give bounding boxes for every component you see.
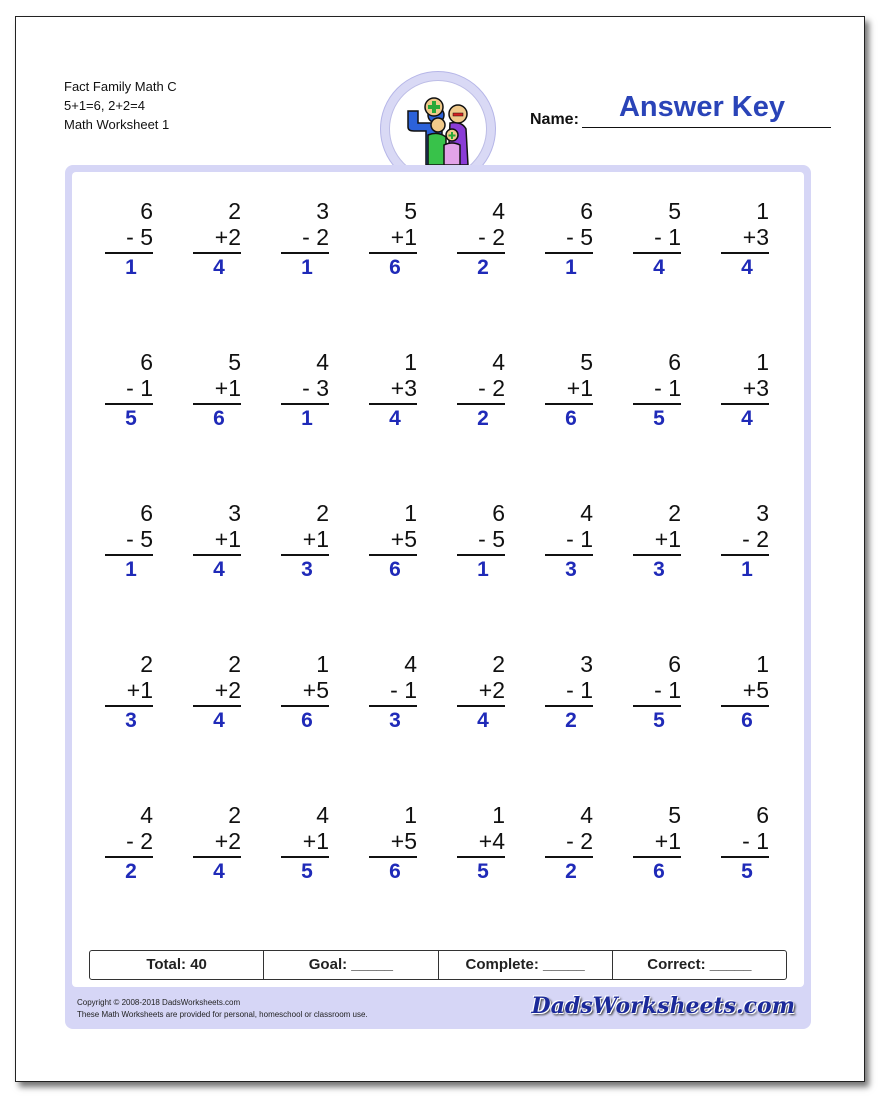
- problem: [285, 802, 329, 886]
- problem-answer: 4: [213, 860, 225, 883]
- problem-answer: 4: [213, 256, 225, 279]
- problem-top-number: 3: [580, 651, 593, 677]
- problem-answer: 3: [389, 709, 401, 732]
- problem-operation: - 1: [654, 375, 681, 401]
- problem-answer: 5: [301, 860, 313, 883]
- problem-operation: +1: [126, 677, 153, 703]
- problem-operation: - 2: [742, 526, 769, 552]
- problem-top-number: 1: [756, 349, 769, 375]
- problem-operation: - 1: [566, 526, 593, 552]
- problem-top-number: 1: [404, 349, 417, 375]
- problem: [373, 651, 417, 735]
- problem-operation: - 1: [126, 375, 153, 401]
- problem-top-number: 1: [404, 802, 417, 828]
- problem: [461, 651, 505, 735]
- problems-panel: [65, 165, 811, 1029]
- problem-operation: - 5: [126, 526, 153, 552]
- problem-top-number: 4: [580, 500, 593, 526]
- problem-top-number: 3: [316, 198, 329, 224]
- problem-operation: +1: [654, 526, 681, 552]
- problem-answer: 3: [125, 709, 137, 732]
- problem: [637, 198, 681, 282]
- problem-answer: 6: [301, 709, 313, 732]
- problem-top-number: 5: [668, 198, 681, 224]
- problem-operation: +2: [214, 828, 241, 854]
- problem-top-number: 3: [228, 500, 241, 526]
- problem: [725, 500, 769, 584]
- problem-top-number: 2: [228, 198, 241, 224]
- problem-operation: +5: [390, 526, 417, 552]
- problem-operation: - 1: [654, 224, 681, 250]
- copyright-notice: [77, 997, 368, 1021]
- total-cell: Total: 40: [90, 951, 264, 979]
- problem-operation: +1: [566, 375, 593, 401]
- problem-answer: 4: [213, 558, 225, 581]
- problem: [197, 198, 241, 282]
- problem: [549, 500, 593, 584]
- problem-operation: - 2: [478, 375, 505, 401]
- problem: [373, 198, 417, 282]
- problem: [725, 198, 769, 282]
- problem-operation: +2: [214, 224, 241, 250]
- problem: [461, 802, 505, 886]
- name-line: [582, 127, 831, 128]
- problem-answer: 6: [389, 860, 401, 883]
- problem: [109, 500, 153, 584]
- problem-operation: +2: [478, 677, 505, 703]
- problem-answer: 4: [653, 256, 665, 279]
- problem-answer: 1: [741, 558, 753, 581]
- problem-answer: 5: [653, 709, 665, 732]
- problem: [637, 802, 681, 886]
- problem-operation: - 2: [302, 224, 329, 250]
- complete-cell: Complete: _____: [439, 951, 613, 979]
- problem-top-number: 2: [228, 802, 241, 828]
- problem-operation: - 2: [566, 828, 593, 854]
- score-table: [89, 950, 787, 980]
- problem-operation: +3: [742, 375, 769, 401]
- problem-answer: 1: [477, 558, 489, 581]
- problem-top-number: 4: [404, 651, 417, 677]
- problem-operation: +3: [742, 224, 769, 250]
- problem-top-number: 5: [668, 802, 681, 828]
- problem-top-number: 6: [668, 651, 681, 677]
- problem-answer: 4: [477, 709, 489, 732]
- problem-operation: +5: [742, 677, 769, 703]
- problem-operation: - 1: [654, 677, 681, 703]
- problem-top-number: 4: [316, 349, 329, 375]
- problem-operation: +2: [214, 677, 241, 703]
- problem: [109, 198, 153, 282]
- correct-cell: Correct: _____: [647, 956, 752, 973]
- problem-answer: 4: [741, 407, 753, 430]
- problem-answer: 3: [565, 558, 577, 581]
- problem-answer: 6: [213, 407, 225, 430]
- problem-answer: 4: [741, 256, 753, 279]
- problem-operation: - 3: [302, 375, 329, 401]
- problem-operation: +5: [302, 677, 329, 703]
- problem-top-number: 5: [228, 349, 241, 375]
- problem: [637, 651, 681, 735]
- copyright-line: Copyright © 2008-2018 DadsWorksheets.com: [77, 998, 241, 1007]
- problem-operation: - 5: [478, 526, 505, 552]
- problem-operation: +1: [390, 224, 417, 250]
- problem-answer: 6: [565, 407, 577, 430]
- problem: [109, 802, 153, 886]
- problem: [461, 349, 505, 433]
- problem-top-number: 1: [404, 500, 417, 526]
- problem-top-number: 5: [404, 198, 417, 224]
- problem-answer: 4: [389, 407, 401, 430]
- problem-top-number: 2: [492, 651, 505, 677]
- problem-answer: 6: [389, 256, 401, 279]
- problem: [197, 802, 241, 886]
- problem-answer: 1: [301, 256, 313, 279]
- problem-top-number: 4: [492, 198, 505, 224]
- problem-top-number: 1: [492, 802, 505, 828]
- problem-operation: +1: [214, 375, 241, 401]
- problem-operation: - 5: [566, 224, 593, 250]
- problem-top-number: 6: [492, 500, 505, 526]
- worksheet-info: [64, 77, 177, 134]
- problem-top-number: 1: [756, 198, 769, 224]
- problem-top-number: 4: [492, 349, 505, 375]
- problem-top-number: 4: [140, 802, 153, 828]
- problem-top-number: 4: [316, 802, 329, 828]
- problem-top-number: 6: [580, 198, 593, 224]
- problem-top-number: 6: [140, 349, 153, 375]
- problem: [549, 651, 593, 735]
- worksheet-subtitle: 5+1=6, 2+2=4: [64, 98, 145, 113]
- problem-answer: 3: [653, 558, 665, 581]
- problem: [197, 349, 241, 433]
- problem-answer: 2: [125, 860, 137, 883]
- problem: [285, 198, 329, 282]
- problem-top-number: 6: [140, 198, 153, 224]
- problem: [373, 349, 417, 433]
- name-label: Name:: [530, 111, 579, 128]
- problem: [725, 349, 769, 433]
- problem-operation: - 2: [478, 224, 505, 250]
- problem: [725, 651, 769, 735]
- problem-operation: - 1: [742, 828, 769, 854]
- goal-cell: Goal: _____: [264, 951, 438, 979]
- problem-operation: +1: [302, 526, 329, 552]
- problem-answer: 5: [741, 860, 753, 883]
- fact-family-icon: [398, 89, 480, 171]
- problem-top-number: 1: [756, 651, 769, 677]
- problem-operation: - 2: [126, 828, 153, 854]
- problem: [197, 651, 241, 735]
- problem-top-number: 2: [140, 651, 153, 677]
- problem-answer: 6: [653, 860, 665, 883]
- problem-answer: 2: [565, 709, 577, 732]
- usage-line: These Math Worksheets are provided for personal, homeschool or classroom use.: [77, 1010, 368, 1019]
- problem: [373, 500, 417, 584]
- problem: [285, 349, 329, 433]
- problem-operation: +1: [302, 828, 329, 854]
- problem: [549, 802, 593, 886]
- worksheet-title: Fact Family Math C: [64, 79, 177, 94]
- problem: [197, 500, 241, 584]
- problem: [109, 651, 153, 735]
- problem-operation: +4: [478, 828, 505, 854]
- problem-top-number: 5: [580, 349, 593, 375]
- problem: [109, 349, 153, 433]
- problem-answer: 5: [653, 407, 665, 430]
- problem: [637, 349, 681, 433]
- problem-answer: 3: [301, 558, 313, 581]
- problem: [637, 500, 681, 584]
- brand-logo: DadsWorksheets.com: [531, 993, 795, 1019]
- problem: [285, 651, 329, 735]
- problem-operation: +1: [214, 526, 241, 552]
- problem-answer: 2: [477, 407, 489, 430]
- problem-answer: 1: [565, 256, 577, 279]
- problem: [725, 802, 769, 886]
- answer-key-title: Answer Key: [618, 91, 785, 123]
- problem: [549, 198, 593, 282]
- problem-operation: - 1: [390, 677, 417, 703]
- problem-answer: 6: [389, 558, 401, 581]
- problem-operation: - 5: [126, 224, 153, 250]
- problem-top-number: 2: [316, 500, 329, 526]
- problem-top-number: 2: [228, 651, 241, 677]
- problem: [461, 198, 505, 282]
- problem-top-number: 4: [580, 802, 593, 828]
- problem-grid: [65, 165, 811, 985]
- problem-answer: 2: [565, 860, 577, 883]
- problem-answer: 2: [477, 256, 489, 279]
- problem-answer: 1: [125, 558, 137, 581]
- problem-top-number: 2: [668, 500, 681, 526]
- problem-answer: 5: [477, 860, 489, 883]
- problem-answer: 4: [213, 709, 225, 732]
- problem-operation: +1: [654, 828, 681, 854]
- worksheet-number: Math Worksheet 1: [64, 117, 170, 132]
- problem: [285, 500, 329, 584]
- problem-answer: 1: [125, 256, 137, 279]
- problem: [373, 802, 417, 886]
- problem-top-number: 1: [316, 651, 329, 677]
- problem: [549, 349, 593, 433]
- problem: [461, 500, 505, 584]
- problem-top-number: 6: [140, 500, 153, 526]
- problem-answer: 6: [741, 709, 753, 732]
- problem-answer: 5: [125, 407, 137, 430]
- problem-top-number: 6: [756, 802, 769, 828]
- problem-answer: 1: [301, 407, 313, 430]
- problem-operation: +3: [390, 375, 417, 401]
- problem-top-number: 3: [756, 500, 769, 526]
- problem-operation: - 1: [566, 677, 593, 703]
- problem-operation: +5: [390, 828, 417, 854]
- problem-top-number: 6: [668, 349, 681, 375]
